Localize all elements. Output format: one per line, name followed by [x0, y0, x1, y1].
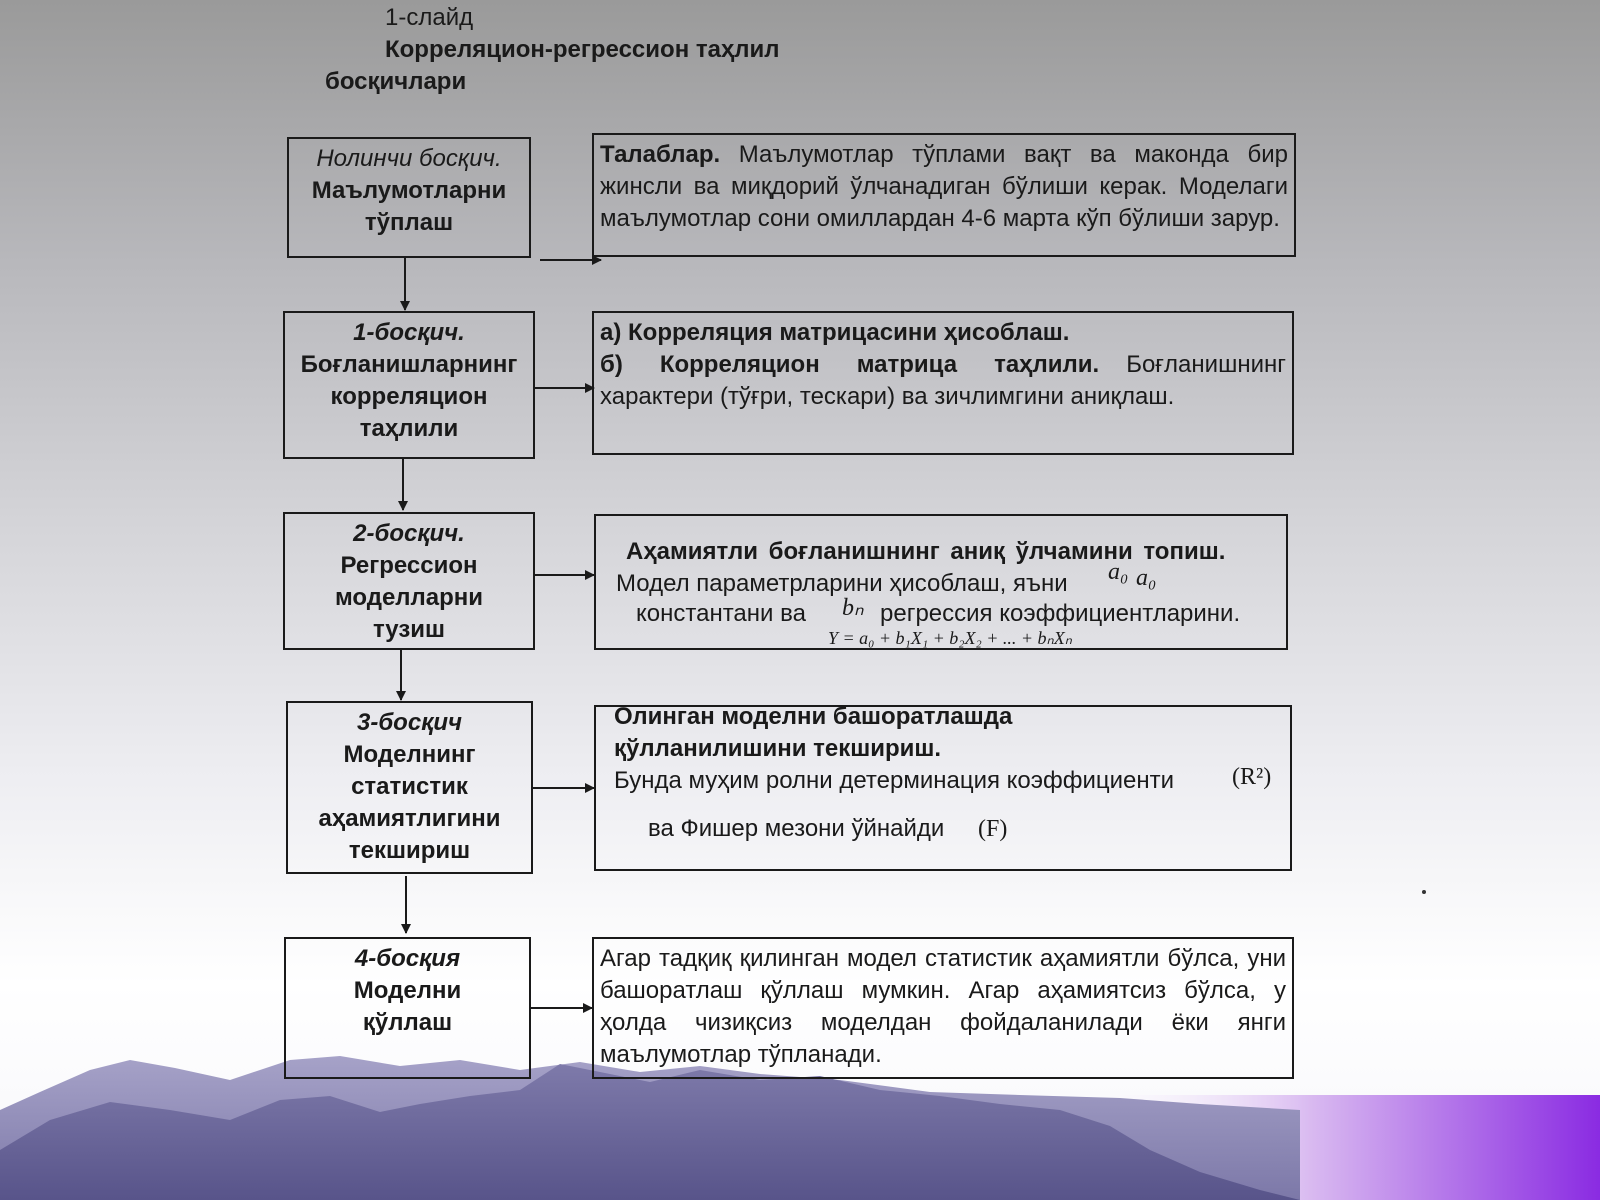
- stage-3-box: [286, 701, 533, 874]
- desc-3-heading-line1: Олинган моделни башоратлашда: [614, 703, 1013, 730]
- stage-4-box: [284, 937, 531, 1079]
- desc-2-symbol-bn: bₙ: [842, 595, 864, 621]
- desc-0-bold: Талаблар.: [600, 141, 721, 168]
- desc-3-r-squared: (R²): [1232, 764, 1272, 790]
- stage-1-box: [283, 311, 535, 459]
- desc-2-heading: Аҳамиятли боғланишнинг аниқ ўлчамини топиш.: [626, 538, 1226, 565]
- stage-2-name: Регрессион моделларни тузиш: [334, 552, 484, 643]
- desc-3-line4: ва Фишер мезони ўйнайди: [648, 815, 945, 842]
- desc-2-line1: Модел параметрларини ҳисоблаш, яъни: [616, 570, 1068, 597]
- desc-0-box: [592, 133, 1296, 257]
- desc-3-box: [594, 705, 1292, 871]
- stage-4-label: 4-босқия: [354, 945, 461, 972]
- desc-2-line2-pre: константани ва: [636, 600, 806, 627]
- slide-title-line2: босқичлари: [325, 68, 467, 95]
- stage-1-label: 1-босқич.: [353, 319, 465, 346]
- desc-3-line3: Бунда муҳим ролни детерминация коэффициенти: [614, 767, 1175, 794]
- desc-2-formula: Y = a₀ + b₁X₁ + b₂X₂ + ... + bₙXₙ: [828, 628, 1072, 648]
- stage-1-name: Боғланишларнинг корреляцион таҳлили: [300, 351, 518, 442]
- stage-3-label: 3-босқич: [356, 709, 463, 736]
- stage-2-box: [283, 512, 535, 650]
- desc-4-text: Агар тадқиқ қилинган модел статистик аҳамиятли бўлса, уни башоратлаш қўллаш мумкин. Агар аҳамиятсиз бўлса, у ҳолда чизиқсиз моделдан фойдаланилади ёки янги маълумотлар тўпланади.: [600, 945, 1286, 1068]
- desc-2-symbol-a0: a₀: [1108, 559, 1129, 585]
- stage-2-label: 2-босқич.: [353, 520, 465, 547]
- stage-3-name: Моделнинг статистик аҳамиятлигини текшириш: [318, 741, 501, 864]
- desc-1-item-a: а) Корреляция матрицасини ҳисоблаш.: [600, 319, 1070, 346]
- desc-0-text: Маълумотлар тўплами вақт ва маконда бир жинсли ва миқдорий ўлчанадиган бўлиши керак. Моделаги маълумотлар сони омиллардан 4-6 марта кўп бўлиши зарур.: [600, 141, 1288, 232]
- slide-number: 1-слайд: [385, 4, 474, 31]
- desc-2-box: [594, 514, 1288, 650]
- desc-1-box: [592, 311, 1294, 455]
- desc-4-box: [592, 937, 1294, 1079]
- stage-4-name: Моделни қўллаш: [353, 977, 462, 1036]
- desc-2-symbol-a0-repeat: a₀: [1136, 565, 1157, 591]
- desc-3-heading-line2: қўлланилишини текшириш.: [614, 735, 942, 762]
- slide-title-line1: Корреляцион-регрессион таҳлил: [385, 36, 780, 63]
- desc-3-fisher-f: (F): [978, 816, 1008, 842]
- desc-1-item-b-bold: б) Корреляцион матрица таҳлили.: [600, 351, 1100, 378]
- stage-0-box: [287, 137, 531, 258]
- desc-1-item-b-text: Боғланишнинг характери (тўғри, тескари) ва зичлимгини аниқлаш.: [600, 351, 1286, 410]
- stage-0-name: Маълумотларни тўплаш: [311, 177, 507, 236]
- desc-2-line2-post: регрессия коэффициентларини.: [880, 600, 1241, 627]
- dot-marker: [1422, 890, 1426, 894]
- stage-0-label: Нолинчи босқич.: [316, 145, 502, 172]
